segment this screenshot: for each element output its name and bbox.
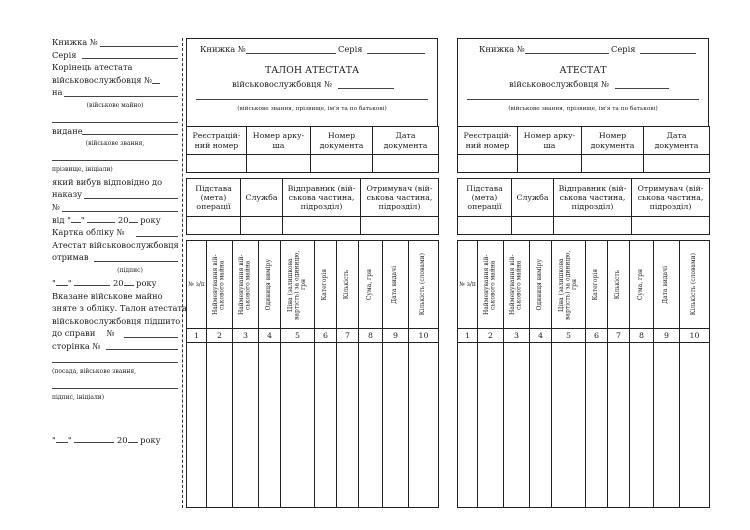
coupon-items-entry-row — [187, 343, 439, 508]
attestation-items-header-col-1 — [458, 241, 478, 329]
stub-date2-year-label: року — [136, 277, 157, 288]
coupon-items-header-label-8: Сума, грн — [366, 268, 374, 301]
stub-blank-line-4[interactable] — [52, 388, 178, 389]
attestation-items-header-label-3: Найменування вій-ськового майна — [508, 254, 523, 315]
stub-series-row — [52, 49, 178, 62]
stub-property-note: (військове майно) — [86, 101, 144, 109]
stub-date3-quote-close: " — [67, 434, 72, 445]
attestation-book-label: Книжка № — [479, 44, 525, 54]
attestation-items-header-col-3 — [504, 241, 530, 329]
coupon-items-column-number-7: 7 — [337, 329, 359, 343]
stub-date3-day-field[interactable] — [56, 442, 68, 443]
coupon-items-column-number-6: 6 — [315, 329, 337, 343]
attestation-items-header-label-7: Кількість — [614, 269, 622, 300]
stub-counterfoil-row — [52, 61, 178, 74]
attestation-items-header-label-2: Найменування вій-ськового майна — [482, 254, 497, 315]
attestation-title: АТЕСТАТ — [559, 65, 607, 76]
coupon-service-header — [241, 179, 283, 217]
attestation-service-cell[interactable] — [512, 217, 554, 235]
attestation-sheet-number-header — [518, 127, 582, 155]
coupon-items-header-label-9: Дата видачі — [391, 265, 399, 304]
coupon-items-header-label-10: Кількість (словами) — [419, 253, 427, 316]
coupon-recipient-line1: Отримувач (вій- — [366, 183, 433, 193]
attestation-subtitle: військовослужбовця № — [509, 79, 610, 89]
stub-date2-quote-open: " — [52, 277, 56, 288]
attestation-sender-line3: підрозділ) — [571, 202, 614, 212]
coupon-items-header-label-7: Кількість — [343, 269, 351, 300]
attestation-items-header-col-7 — [608, 241, 630, 329]
attestation-items-entry-cell-1[interactable] — [458, 343, 478, 508]
coupon-items-entry-cell-1[interactable] — [187, 343, 207, 508]
stub-date1-day-field[interactable] — [71, 222, 81, 223]
stub-series-field[interactable] — [82, 58, 178, 59]
stub-case-no-label: № — [106, 328, 115, 339]
stub-date1-century: 20 — [118, 214, 129, 225]
coupon-items-header-col-9 — [383, 241, 409, 329]
stub-date3-year-field[interactable] — [128, 442, 138, 443]
coupon-items-header-label-3: Найменування вій-ськового майна — [237, 254, 252, 315]
stub-removed2-label: зняте з обліку. Талон атестата — [52, 303, 187, 314]
attestation-items-header-col-5 — [552, 241, 586, 329]
coupon-items-column-number-10: 10 — [409, 329, 439, 343]
stub-date3-quote-open: " — [52, 434, 56, 445]
stub-date1-month-field[interactable] — [87, 222, 115, 223]
coupon-items-entry-cell-9[interactable] — [383, 343, 409, 508]
coupon-reg-number-header — [187, 127, 247, 155]
coupon-basis-line1: Підстава — [195, 183, 232, 193]
coupon-sender-line1: Відправник (вій- — [287, 183, 356, 193]
attestation-recipient-cell[interactable] — [632, 217, 710, 235]
coupon-title: ТАЛОН АТЕСТАТА — [264, 65, 360, 76]
coupon-reg-number-line2: ний номер — [194, 140, 239, 150]
coupon-items-header-col-5 — [281, 241, 315, 329]
stub-spacer — [52, 404, 178, 434]
attestation-items-table — [457, 240, 710, 508]
attestation-items-number-row — [458, 329, 710, 343]
stub-blank-3 — [52, 352, 178, 365]
coupon-items-header-col-7 — [337, 241, 359, 329]
stub-removed-row — [52, 290, 178, 303]
stub-na-row — [52, 86, 178, 99]
stub-date1-quote-close: " — [80, 214, 85, 225]
stub-date1-year-field[interactable] — [129, 222, 138, 223]
attestation-sheet-number-line2: ша — [543, 140, 556, 150]
attestation-operation-table — [457, 178, 710, 235]
attestation-sheet-number-cell[interactable] — [518, 155, 582, 173]
coupon-recipient-line2: ськова частина, — [366, 192, 433, 202]
attestation-items-entry-row — [458, 343, 710, 508]
stub-page-row — [52, 340, 178, 353]
coupon-items-column-number-3: 3 — [233, 329, 259, 343]
coupon-items-column-number-2: 2 — [207, 329, 233, 343]
stub-removed2-row — [52, 302, 187, 315]
coupon-items-header-col-3 — [233, 241, 259, 329]
stub-property-field[interactable] — [64, 96, 178, 97]
stub-date3-year-label: року — [140, 434, 161, 445]
stub-blank-2 — [52, 150, 178, 163]
stub-signature-note: (підпис) — [117, 266, 143, 274]
coupon-book-field[interactable] — [246, 46, 336, 54]
coupon-service-line1: Служба — [245, 192, 278, 202]
coupon-sender-header — [283, 179, 361, 217]
coupon-basis-header — [187, 179, 241, 217]
stub-no-label: № — [52, 201, 60, 212]
attestation-doc-date-line2: документа — [654, 140, 699, 150]
attestation-sender-header — [554, 179, 632, 217]
coupon-items-entry-cell-8[interactable] — [359, 343, 383, 508]
coupon-form — [186, 38, 438, 508]
attestation-basis-line1: Підстава — [466, 183, 503, 193]
attestation-registration-table — [457, 126, 710, 173]
stub-rank-note: (військове звання, — [85, 140, 145, 148]
coupon-basis-line3: операції — [196, 202, 231, 212]
stub-page-label: сторінка № — [52, 340, 101, 351]
attestation-items-header-label-8: Сума, грн — [637, 268, 645, 301]
stub-serviceman-row — [52, 74, 178, 87]
coupon-items-entry-cell-3[interactable] — [233, 343, 259, 508]
stub-blank-1 — [52, 112, 178, 125]
attestation-items-entry-cell-7[interactable] — [608, 343, 630, 508]
coupon-items-column-number-9: 9 — [383, 329, 409, 343]
attestation-operation-header-row — [458, 179, 710, 217]
attestation-book-field[interactable] — [525, 46, 609, 54]
stub-na-label: на — [52, 87, 63, 98]
stub-order-field[interactable] — [84, 198, 178, 199]
coupon-recipient-cell[interactable] — [361, 217, 439, 235]
coupon-doc-number-header — [311, 127, 373, 155]
stub-date1-quote-open: від " — [52, 214, 71, 225]
coupon-items-entry-cell-7[interactable] — [337, 343, 359, 508]
attestation-items-header-label-1: № з/п — [459, 281, 476, 289]
coupon-items-header-col-8 — [359, 241, 383, 329]
attestation-items-column-number-4: 4 — [530, 329, 552, 343]
attestation-items-entry-cell-4[interactable] — [530, 343, 552, 508]
coupon-items-header-label-2: Найменування вій-ськового майна — [211, 254, 226, 315]
attestation-items-header-col-6 — [586, 241, 608, 329]
attestation-items-entry-cell-8[interactable] — [630, 343, 654, 508]
coupon-items-header-label-5: Ціна (залишкова вартість) за одиницю, грн — [286, 249, 307, 320]
coupon-operation-header-row — [187, 179, 439, 217]
coupon-items-column-number-1: 1 — [187, 329, 207, 343]
coupon-doc-number-line2: документа — [319, 140, 364, 150]
attestation-items-header-label-10: Кількість (словами) — [690, 253, 698, 316]
attestation-reg-number-line2: ний номер — [465, 140, 510, 150]
stub-received-row — [52, 239, 178, 252]
stub-page-field[interactable] — [106, 349, 178, 350]
attestation-items-column-number-3: 3 — [504, 329, 530, 343]
attestation-items-entry-cell-5[interactable] — [552, 343, 586, 508]
attestation-items-column-number-2: 2 — [478, 329, 504, 343]
stub-blank-line-1[interactable] — [52, 122, 178, 123]
coupon-sheet-number-header — [247, 127, 311, 155]
coupon-items-header-col-2 — [207, 241, 233, 329]
coupon-service-cell[interactable] — [241, 217, 283, 235]
attestation-items-column-number-7: 7 — [608, 329, 630, 343]
stub-initials-note: прізвище, ініціали) — [52, 165, 113, 173]
coupon-registration-table — [186, 126, 439, 173]
attestation-serviceman-field[interactable] — [615, 81, 669, 89]
attestation-recipient-line3: підрозділ) — [649, 202, 692, 212]
stub-date3-month-field[interactable] — [74, 442, 114, 443]
stub-date3-century: 20 — [116, 434, 128, 445]
stub-issued-label: видане — [52, 125, 83, 136]
attestation-reg-number-header — [458, 127, 518, 155]
attestation-items-header-label-4: Одиниця виміру — [536, 258, 544, 311]
stub-card-row — [52, 226, 178, 239]
stub-removed-label: Вказане військове майно — [52, 290, 163, 301]
attestation-series-field[interactable] — [640, 46, 696, 54]
attestation-items-column-number-6: 6 — [586, 329, 608, 343]
coupon-name-caption: (військове звання, прізвище, ім'я та по батькові) — [237, 106, 387, 112]
attestation-items-entry-cell-9[interactable] — [654, 343, 680, 508]
stub-departed-row — [52, 176, 178, 189]
coupon-items-header-label-4: Одиниця виміру — [265, 258, 273, 311]
stub-received-field[interactable] — [94, 261, 178, 262]
attestation-recipient-line2: ськова частина, — [637, 192, 704, 202]
attestation-items-header-col-10 — [680, 241, 710, 329]
stub-received2-label: отримав — [52, 252, 89, 263]
stub-case-row — [52, 327, 178, 340]
coupon-doc-date-header — [373, 127, 439, 155]
stub-departed-label: який вибув відповідно до — [52, 176, 163, 187]
coupon-sheet-number-cell[interactable] — [247, 155, 311, 173]
coupon-recipient-header — [361, 179, 439, 217]
stub-no-field[interactable] — [62, 211, 178, 212]
attestation-items-column-number-5: 5 — [552, 329, 586, 343]
attestation-series-label: Серія — [611, 44, 636, 54]
attestation-name-caption: (військове звання, прізвище, ім'я та по батькові) — [508, 106, 658, 112]
attestation-doc-number-cell[interactable] — [582, 155, 644, 173]
stub-card-field[interactable] — [136, 236, 178, 237]
coupon-items-header-label-6: Категорія — [321, 268, 329, 301]
coupon-series-field[interactable] — [367, 46, 425, 54]
coupon-reg-number-cell[interactable] — [187, 155, 247, 173]
stub-issued-row — [52, 125, 178, 138]
attestation-form — [457, 38, 709, 508]
attestation-items-column-number-10: 10 — [680, 329, 710, 343]
attestation-reg-number-line1: Реєстрацій- — [463, 131, 512, 141]
coupon-doc-date-line2: документа — [383, 140, 428, 150]
coupon-operation-table — [186, 178, 439, 235]
stub-blank-line-3[interactable] — [52, 362, 178, 363]
attestation-recipient-line1: Отримувач (вій- — [637, 183, 704, 193]
stub-filed-row — [52, 315, 181, 328]
stub-date2-day-field[interactable] — [56, 285, 68, 286]
coupon-items-header-col-4 — [259, 241, 281, 329]
coupon-items-number-row — [187, 329, 439, 343]
stub-date3-row — [52, 434, 178, 447]
attestation-items-column-number-8: 8 — [630, 329, 654, 343]
attestation-service-header — [512, 179, 554, 217]
attestation-service-line1: Служба — [516, 192, 549, 202]
coupon-sender-cell[interactable] — [283, 217, 361, 235]
coupon-items-entry-cell-4[interactable] — [259, 343, 281, 508]
coupon-subtitle: військовослужбовця № — [232, 79, 333, 89]
coupon-items-column-number-8: 8 — [359, 329, 383, 343]
stub-date2-quote-close: " — [67, 277, 72, 288]
attestation-items-entry-cell-6[interactable] — [586, 343, 608, 508]
stub-book-row — [52, 36, 178, 49]
counterfoil-stub — [52, 36, 187, 446]
coupon-series-label: Серія — [338, 44, 363, 54]
coupon-items-header-col-10 — [409, 241, 439, 329]
coupon-basis-line2: (мета) — [200, 192, 227, 202]
attestation-sender-cell[interactable] — [554, 217, 632, 235]
attestation-items-header-label-6: Категорія — [592, 268, 600, 301]
coupon-doc-date-line1: Дата — [395, 131, 416, 141]
attestation-items-entry-cell-10[interactable] — [680, 343, 710, 508]
stub-signature-initials-note: підпис, ініціали) — [52, 393, 105, 401]
stub-blank-4 — [52, 378, 178, 391]
attestation-operation-value-row — [458, 217, 710, 235]
coupon-doc-date-cell[interactable] — [373, 155, 439, 173]
attestation-sender-line2: ськова частина, — [559, 192, 626, 202]
cut-line-divider — [182, 38, 183, 508]
attestation-doc-date-line1: Дата — [666, 131, 687, 141]
stub-case-label: до справи — [52, 328, 96, 339]
attestation-items-entry-cell-3[interactable] — [504, 343, 530, 508]
attestation-name-field[interactable] — [467, 93, 699, 100]
attestation-items-header-col-9 — [654, 241, 680, 329]
coupon-registration-header-row — [187, 127, 439, 155]
stub-date1-year-label: року — [140, 214, 161, 225]
attestation-items-column-number-1: 1 — [458, 329, 478, 343]
attestation-items-header-col-2 — [478, 241, 504, 329]
coupon-serviceman-field[interactable] — [338, 81, 394, 89]
attestation-doc-date-header — [644, 127, 710, 155]
stub-issued-field[interactable] — [82, 134, 178, 135]
coupon-items-table — [186, 240, 439, 508]
attestation-sender-line1: Відправник (вій- — [558, 183, 627, 193]
attestation-basis-line2: (мета) — [471, 192, 498, 202]
stub-no-row — [52, 201, 178, 214]
attestation-items-header-label-5: Ціна (залишкова вартість) за одиницю, грн — [557, 249, 578, 320]
attestation-items-column-number-9: 9 — [654, 329, 680, 343]
attestation-reg-number-cell[interactable] — [458, 155, 518, 173]
coupon-registration-value-row — [187, 155, 439, 173]
attestation-items-header-row — [458, 241, 710, 329]
coupon-book-label: Книжка № — [200, 44, 246, 54]
stub-date2-row — [52, 277, 178, 290]
attestation-items-entry-cell-2[interactable] — [478, 343, 504, 508]
attestation-doc-number-line2: документа — [590, 140, 635, 150]
attestation-registration-header-row — [458, 127, 710, 155]
attestation-items-header-col-8 — [630, 241, 654, 329]
stub-case-field[interactable] — [124, 337, 178, 338]
attestation-items-header-col-4 — [530, 241, 552, 329]
coupon-doc-number-line1: Номер — [327, 131, 356, 141]
stub-date2-century: 20 — [112, 277, 124, 288]
attestation-basis-line3: операції — [467, 202, 502, 212]
coupon-operation-value-row — [187, 217, 439, 235]
attestation-basis-header — [458, 179, 512, 217]
attestation-doc-number-line1: Номер — [598, 131, 627, 141]
coupon-sender-line3: підрозділ) — [300, 202, 343, 212]
coupon-items-column-number-4: 4 — [259, 329, 281, 343]
coupon-items-entry-cell-6[interactable] — [315, 343, 337, 508]
coupon-sheet-number-line2: ша — [272, 140, 285, 150]
stub-date2-year-field[interactable] — [124, 285, 134, 286]
coupon-items-header-col-6 — [315, 241, 337, 329]
coupon-recipient-line3: підрозділ) — [378, 202, 421, 212]
attestation-recipient-header — [632, 179, 710, 217]
stub-counterfoil-label: Корінець атестата — [52, 62, 133, 73]
attestation-basis-cell[interactable] — [458, 217, 512, 235]
stub-serviceman-label: військовослужбовця № — [52, 74, 153, 85]
coupon-items-entry-cell-10[interactable] — [409, 343, 439, 508]
stub-serviceman-field[interactable] — [152, 83, 160, 84]
coupon-items-entry-cell-5[interactable] — [281, 343, 315, 508]
coupon-name-field[interactable] — [196, 93, 428, 100]
attestation-doc-date-cell[interactable] — [644, 155, 710, 173]
coupon-items-entry-cell-2[interactable] — [207, 343, 233, 508]
stub-date1-row — [52, 214, 178, 227]
stub-series-label: Серія — [52, 49, 77, 60]
coupon-items-column-number-5: 5 — [281, 329, 315, 343]
stub-blank-line-2[interactable] — [52, 160, 178, 161]
stub-date2-month-field[interactable] — [74, 285, 110, 286]
coupon-basis-cell[interactable] — [187, 217, 241, 235]
coupon-doc-number-cell[interactable] — [311, 155, 373, 173]
stub-order-label: наказу — [52, 189, 83, 200]
stub-filed-label: військовослужбовця підшито — [52, 315, 181, 326]
stub-received2-row — [52, 251, 178, 264]
stub-book-label: Книжка № — [52, 37, 98, 47]
attestation-sheet-number-line1: Номер арку- — [523, 131, 576, 141]
stub-book-field[interactable] — [100, 46, 178, 47]
attestation-doc-number-header — [582, 127, 644, 155]
stub-received-label: Атестат військовослужбовця — [52, 239, 179, 250]
coupon-sender-line2: ськова частина, — [288, 192, 355, 202]
coupon-reg-number-line1: Реєстрацій- — [192, 131, 241, 141]
attestation-items-header-label-9: Дата видачі — [662, 265, 670, 304]
stub-order-row — [52, 188, 178, 201]
coupon-items-header-label-1: № з/п — [188, 281, 205, 289]
stub-position-note: (посада, військове звання, — [52, 368, 137, 376]
stub-card-label: Картка обліку № — [52, 227, 125, 238]
coupon-items-header-row — [187, 241, 439, 329]
attestation-registration-value-row — [458, 155, 710, 173]
coupon-items-header-col-1 — [187, 241, 207, 329]
coupon-sheet-number-line1: Номер арку- — [252, 131, 305, 141]
